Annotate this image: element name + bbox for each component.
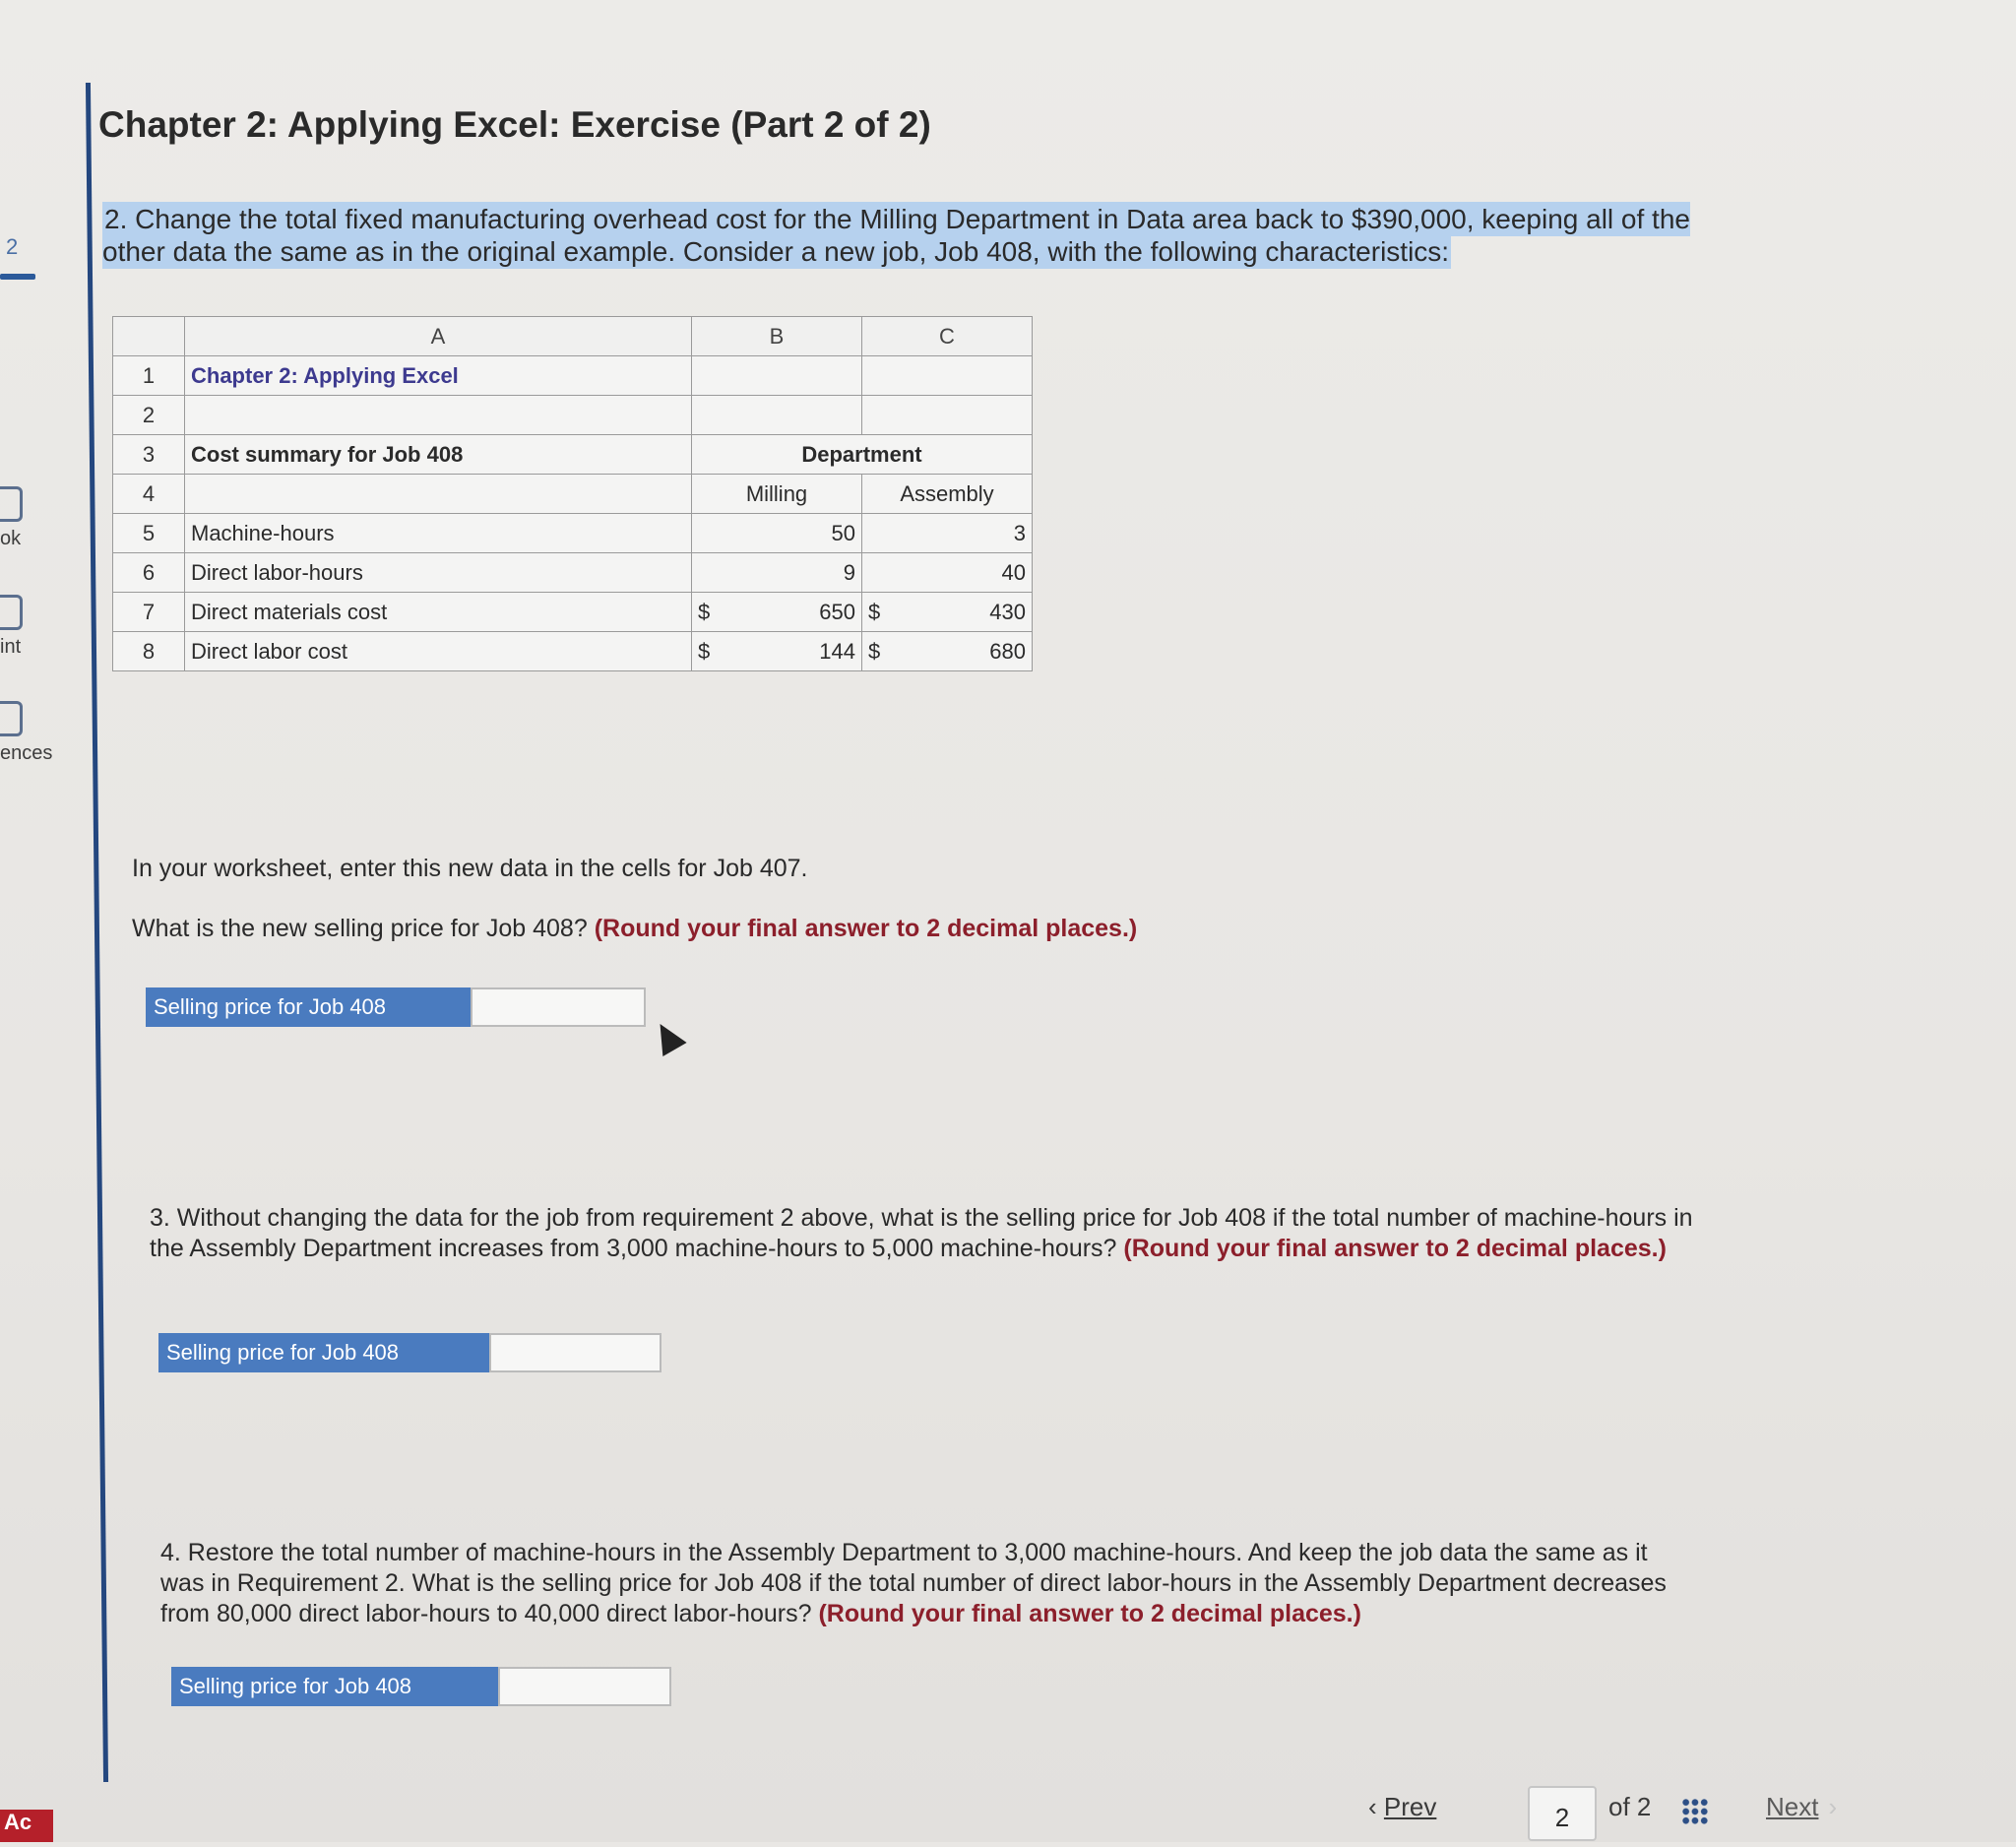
chevron-right-icon: › (1828, 1792, 1838, 1821)
assembly-materials-value: 430 (989, 599, 1026, 624)
page-count: of 2 (1608, 1792, 1652, 1821)
answer-row-q3 (158, 1333, 662, 1372)
direct-labor-cost-label: Direct labor cost (185, 632, 692, 671)
question-2-prompt-text: What is the new selling price for Job 408? (132, 915, 588, 942)
sidebar-question-number[interactable]: 2 (6, 234, 19, 259)
sheet-header-row (113, 317, 1033, 356)
chevron-left-icon: ‹ (1368, 1792, 1377, 1821)
publisher-logo: Ac (0, 1810, 53, 1842)
references-icon[interactable] (0, 701, 23, 736)
row-number: 1 (113, 356, 185, 396)
question-2-highlight: 2. Change the total fixed manufacturing overhead cost for the Milling Department in Data area back to $390,000, keeping all of the other data the same as in the original example. Consider a new job, Job 408, with the following characteristics: (102, 204, 1690, 267)
currency-symbol: $ (698, 599, 711, 624)
grid-icon[interactable] (1681, 1798, 1709, 1825)
answer-row-q2 (146, 987, 646, 1027)
corner-cell (113, 317, 185, 356)
instruction-text: In your worksheet, enter this new data in the cells for Job 407. (132, 855, 808, 882)
question-2-prompt (132, 915, 1137, 943)
table-row (113, 514, 1033, 553)
question-3-body: 3. Without changing the data for the job from requirement 2 above, what is the selling price for Job 408 if the total number of machine-hours in the Assembly Department increases from 3,000 machine-hours to 5,000 machine-hours? (150, 1204, 1693, 1262)
machine-hours-label: Machine-hours (185, 514, 692, 553)
currency-symbol: $ (868, 638, 881, 664)
rounding-note: (Round your final answer to 2 decimal places.) (594, 915, 1138, 942)
left-sidebar (0, 0, 94, 1842)
row-number: 8 (113, 632, 185, 671)
selling-price-input-q2[interactable] (471, 987, 646, 1027)
table-row (113, 553, 1033, 593)
row-number: 3 (113, 435, 185, 475)
currency-symbol: $ (698, 638, 711, 664)
next-label: Next (1766, 1792, 1819, 1821)
page-title: Chapter 2: Applying Excel: Exercise (Part 2 of 2) (98, 104, 931, 145)
mouse-cursor-icon (648, 1017, 686, 1056)
column-header-a: A (185, 317, 692, 356)
assembly-labor-cost-value: 680 (989, 638, 1026, 664)
assembly-labor-cost (862, 632, 1033, 671)
row-number: 7 (113, 593, 185, 632)
column-header-c: C (862, 317, 1033, 356)
cell (185, 475, 692, 514)
cell (862, 356, 1033, 396)
cell (185, 396, 692, 435)
milling-materials-value: 650 (819, 599, 855, 624)
selling-price-input-q4[interactable] (498, 1667, 671, 1706)
table-row (113, 396, 1033, 435)
currency-symbol: $ (868, 599, 881, 624)
prev-label: Prev (1383, 1792, 1437, 1821)
page-number-box[interactable]: 2 (1528, 1786, 1597, 1841)
department-header: Department (692, 435, 1033, 475)
book-icon[interactable] (0, 486, 23, 522)
row-number: 2 (113, 396, 185, 435)
answer-label: Selling price for Job 408 (171, 1667, 498, 1706)
milling-materials-cost (692, 593, 862, 632)
rounding-note: (Round your final answer to 2 decimal places.) (818, 1600, 1361, 1627)
row-number: 6 (113, 553, 185, 593)
table-row (113, 593, 1033, 632)
rounding-note: (Round your final answer to 2 decimal places.) (1123, 1235, 1667, 1262)
question-4-text (160, 1538, 1696, 1629)
prev-button[interactable] (1368, 1792, 1436, 1822)
sheet-title-cell: Chapter 2: Applying Excel (185, 356, 692, 396)
direct-labor-hours-label: Direct labor-hours (185, 553, 692, 593)
answer-label: Selling price for Job 408 (146, 987, 471, 1027)
row-number: 4 (113, 475, 185, 514)
milling-labor-cost (692, 632, 862, 671)
cell (692, 396, 862, 435)
question-4-body: 4. Restore the total number of machine-hours in the Assembly Department to 3,000 machine-hours. And keep the job data the same as it was in Requirement 2. What is the selling price for Job 408 if the total number of direct labor-hours in the Assembly Department decreases from 80,000 direct labor-hours to 40,000 direct labor-hours? (160, 1539, 1667, 1627)
row-number: 5 (113, 514, 185, 553)
assembly-header: Assembly (862, 475, 1033, 514)
spreadsheet-table (112, 316, 1033, 671)
selling-price-input-q3[interactable] (489, 1333, 662, 1372)
milling-machine-hours: 50 (692, 514, 862, 553)
milling-labor-hours: 9 (692, 553, 862, 593)
print-icon[interactable] (0, 595, 23, 630)
next-button[interactable] (1766, 1792, 1837, 1822)
cost-summary-label: Cost summary for Job 408 (185, 435, 692, 475)
direct-materials-label: Direct materials cost (185, 593, 692, 632)
assembly-labor-hours: 40 (862, 553, 1033, 593)
cell (862, 396, 1033, 435)
question-2-text (102, 203, 1697, 268)
table-row (113, 435, 1033, 475)
question-3-text (150, 1203, 1725, 1264)
milling-header: Milling (692, 475, 862, 514)
assembly-materials-cost (862, 593, 1033, 632)
sidebar-item-print[interactable]: int (0, 636, 22, 658)
answer-row-q4 (171, 1667, 671, 1706)
column-header-b: B (692, 317, 862, 356)
assembly-machine-hours: 3 (862, 514, 1033, 553)
table-row (113, 632, 1033, 671)
sidebar-item-ebook[interactable]: ok (0, 528, 22, 549)
sidebar-item-references[interactable]: ences (0, 742, 53, 764)
sidebar-active-indicator (0, 274, 35, 280)
answer-label: Selling price for Job 408 (158, 1333, 489, 1372)
cell (692, 356, 862, 396)
table-row (113, 475, 1033, 514)
table-row (113, 356, 1033, 396)
milling-labor-cost-value: 144 (819, 638, 855, 664)
